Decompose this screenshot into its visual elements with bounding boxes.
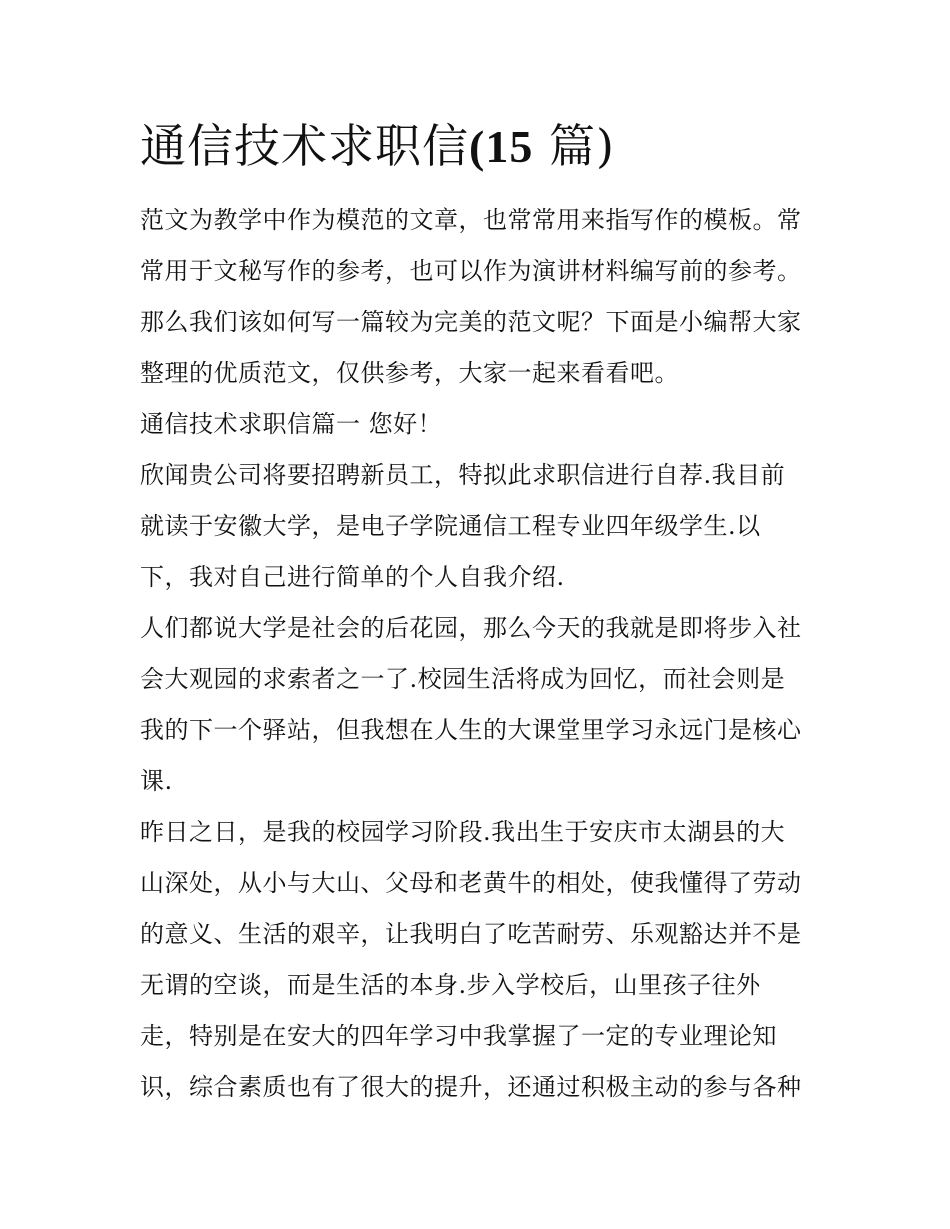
body-line: 那么我们该如何写一篇较为完美的范文呢？下面是小编帮大家 <box>140 308 802 336</box>
body-line: 山深处，从小与大山、父母和老黄牛的相处，使我懂得了劳动 <box>140 869 802 897</box>
title-open-paren: ( <box>469 121 486 172</box>
section-heading-line: 通信技术求职信篇一 您好！ <box>140 410 443 438</box>
body-line: 昨日之日，是我的校园学习阶段.我出生于安庆市太湖县的大 <box>140 818 786 846</box>
body-line: 就读于安徽大学，是电子学院通信工程专业四年级学生.以 <box>140 512 761 540</box>
document-title <box>140 116 615 177</box>
body-line: 人们都说大学是社会的后花园，那么今天的我就是即将步入社 <box>140 614 802 642</box>
body-line: 走，特别是在安大的四年学习中我掌握了一定的专业理论知 <box>140 1022 777 1050</box>
body-line: 欣闻贵公司将要招聘新员工，特拟此求职信进行自荐.我目前 <box>140 461 786 489</box>
title-suffix: 篇) <box>533 119 615 173</box>
body-line: 会大观园的求索者之一了.校园生活将成为回忆，而社会则是 <box>140 665 786 693</box>
body-line: 我的下一个驿站，但我想在人生的大课堂里学习永远门是核心 <box>140 716 802 744</box>
body-line: 课. <box>140 767 173 795</box>
body-line: 无谓的空谈，而是生活的本身.步入学校后，山里孩子往外 <box>140 971 761 999</box>
body-line: 识，综合素质也有了很大的提升，还通过积极主动的参与各种 <box>140 1073 802 1101</box>
body-line: 常用于文秘写作的参考，也可以作为演讲材料编写前的参考。 <box>140 257 802 285</box>
body-line: 整理的优质范文，仅供参考，大家一起来看看吧。 <box>140 359 679 387</box>
title-count: 15 <box>485 121 534 172</box>
body-line: 范文为教学中作为模范的文章，也常常用来指写作的模板。常 <box>140 206 802 234</box>
body-line: 的意义、生活的艰辛，让我明白了吃苦耐劳、乐观豁达并不是 <box>140 920 802 948</box>
body-line: 下，我对自己进行简单的个人自我介绍. <box>140 563 565 591</box>
title-text: 通信技术求职信 <box>140 119 469 173</box>
